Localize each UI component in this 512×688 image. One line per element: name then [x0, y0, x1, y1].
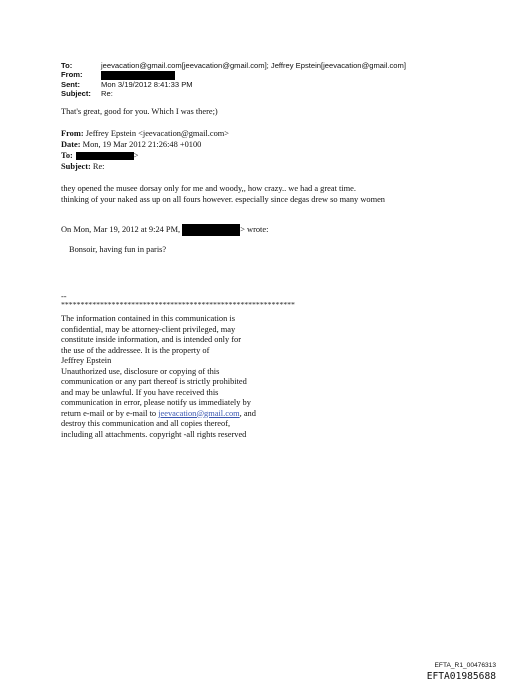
signature-dashes: -- — [61, 292, 67, 301]
disclaimer-line: Unauthorized use, disclosure or copying of this — [61, 366, 220, 376]
disclaimer-email-line — [61, 409, 256, 419]
disclaimer-line: including all attachments. copyright -all rights reserved — [61, 429, 247, 439]
to-value: jeevacation@gmail.com[jeevacation@gmail.com]; Jeffrey Epstein[jeevacation@gmail.com] — [101, 61, 406, 70]
redaction-box — [76, 152, 134, 160]
disclaimer-line: The information contained in this communication is — [61, 314, 235, 323]
disclaimer-line: the use of the addressee. It is the property of — [61, 345, 210, 355]
disclaimer-line: communication in error, please notify us immediately by — [61, 398, 251, 407]
email-line-prefix: return e-mail or by e-mail to — [61, 408, 159, 418]
quoted-date-row — [61, 140, 201, 150]
redaction-box — [101, 71, 175, 80]
disclaimer-line: confidential, may be attorney-client privileged, may — [61, 324, 236, 334]
earlier-suffix: > wrote: — [240, 224, 269, 234]
quoted-date-value: Mon, 19 Mar 2012 21:26:48 +0100 — [82, 140, 202, 149]
quoted-subject-label: Subject: — [61, 162, 91, 171]
reply-body: That's great, good for you. Which I was there;) — [61, 107, 218, 116]
quoted-from-value: Jeffrey Epstein <jeevacation@gmail.com> — [85, 129, 230, 138]
quoted-to-label: To: — [61, 151, 73, 160]
quoted-to-row — [61, 151, 139, 161]
quoted-body-line-2: thinking of your naked ass up on all fours however. especially since degas drew so many women — [61, 195, 385, 204]
to-label: To: — [61, 61, 73, 70]
quoted-date-label: Date: — [61, 140, 81, 149]
email-link[interactable]: jeevacation@gmail.com — [158, 408, 240, 418]
quoted-to-suffix: > — [133, 151, 139, 160]
quoted-from-row — [61, 129, 229, 139]
disclaimer-line: constitute inside information, and is intended only for — [61, 335, 242, 344]
signature-stars: ************************************************************ — [61, 300, 295, 309]
sent-label: Sent: — [61, 80, 80, 89]
quoted-from-label: From: — [61, 129, 84, 138]
disclaimer-line: and may be unlawful. If you have received this — [61, 387, 219, 397]
redaction-box — [182, 224, 240, 236]
earlier-attribution — [61, 224, 268, 236]
disclaimer-line: communication or any part thereof is strictly prohibited — [61, 377, 247, 386]
bates-number-large: EFTA01985688 — [426, 671, 496, 682]
from-label: From: — [61, 70, 83, 79]
earlier-body: Bonsoir, having fun in paris? — [69, 245, 167, 254]
quoted-body-line-1: they opened the musee dorsay only for me and woody,, how crazy.. we had a great time. — [61, 184, 356, 193]
subject-label: Subject: — [61, 89, 91, 98]
subject-value: Re: — [101, 89, 113, 98]
quoted-subject-value: Re: — [92, 162, 105, 171]
bates-number-small: EFTA_R1_00476313 — [434, 662, 496, 669]
sent-value: Mon 3/19/2012 8:41:33 PM — [101, 80, 193, 89]
quoted-subject-row — [61, 162, 105, 172]
disclaimer-line: Jeffrey Epstein — [61, 356, 112, 365]
email-line-suffix: , and — [239, 408, 256, 418]
earlier-prefix: On Mon, Mar 19, 2012 at 9:24 PM, — [61, 224, 181, 234]
disclaimer-line: destroy this communication and all copies thereof, — [61, 419, 231, 428]
